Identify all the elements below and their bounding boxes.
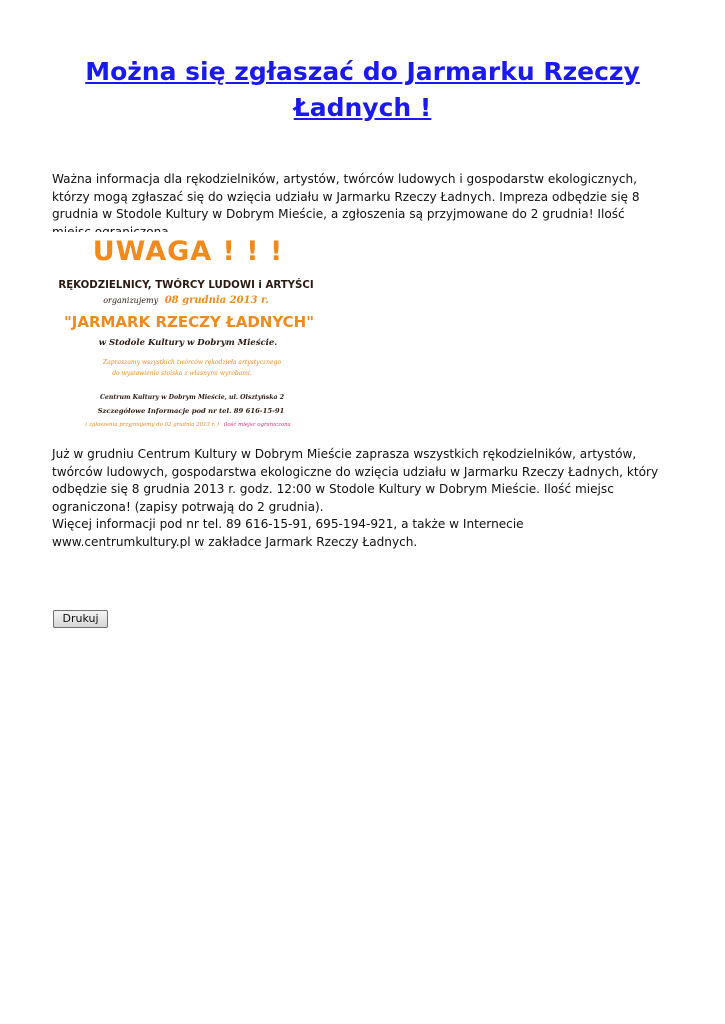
poster-invite-line2: do wystawienia stoiska z własnymi wyrobami. <box>112 370 252 377</box>
print-button[interactable]: Drukuj <box>53 610 108 628</box>
article-body <box>52 446 666 551</box>
event-poster-image <box>52 232 326 432</box>
poster-organize-line <box>103 295 269 306</box>
article-paragraph-2: Więcej informacji pod nr tel. 89 616-15-91, 695-194-921, a także w Internecie www.centrumkultury.pl w zakładce Jarmark Rzeczy Ładnych. <box>52 517 524 549</box>
poster-headline: UWAGA ! ! ! <box>92 236 284 267</box>
page-title[interactable]: Można się zgłaszać do Jarmarku Rzeczy Ładnych ! <box>85 57 640 122</box>
poster-address: Centrum Kultury w Dobrym Mieście, ul. Olsztyńska 2 <box>99 394 285 401</box>
poster-date: 08 grudnia 2013 r. <box>164 295 269 306</box>
poster-audience: RĘKODZIELNICY, TWÓRCY LUDOWI i ARTYŚCI <box>58 280 314 291</box>
poster-venue: w Stodole Kultury w Dobrym Mieście. <box>98 338 278 348</box>
poster-invite-line1: Zapraszamy wszystkich twórców rękodzieła artystycznego <box>103 359 281 366</box>
poster-footer <box>85 421 291 428</box>
poster-organize-prefix: organizujemy <box>103 296 159 305</box>
article-paragraph-1: Już w grudniu Centrum Kultury w Dobrym Mieście zaprasza wszystkich rękodzielników, artystów, twórców ludowych, gospodarstwa ekologiczne do wzięcia udziału w Jarmarku Rzeczy Ładnych, który odbędzie się 8 grudnia 2013 r. godz. 12:00 w Stodole Kultury w Dobrym Mieście. Ilość miejsc ograniczona! (zapisy potrwają do 2 grudnia). <box>52 447 659 514</box>
poster-info: Szczegółowe Informacje pod nr tel. 89 616-15-91 <box>97 407 285 415</box>
poster-deadline: ( zgłoszenia przyjmujemy do 02 grudnia 2013 r. ) <box>85 422 220 428</box>
intro-paragraph: Ważna informacja dla rękodzielników, artystów, twórców ludowych i gospodarstw ekologicznych, którzy mogą zgłaszać się do wzięcia udziału w Jarmarku Rzeczy Ładnych. Impreza odbędzie się 8 grudnia w Stodole Kultury w Dobrym Mieście, a zgłoszenia są przyjmowane do 2 grudnia! Ilość <box>52 172 640 221</box>
poster-event-name: "JARMARK RZECZY ŁADNYCH" <box>63 313 315 331</box>
poster-limited: ilość miejsc ograniczona <box>223 422 291 428</box>
